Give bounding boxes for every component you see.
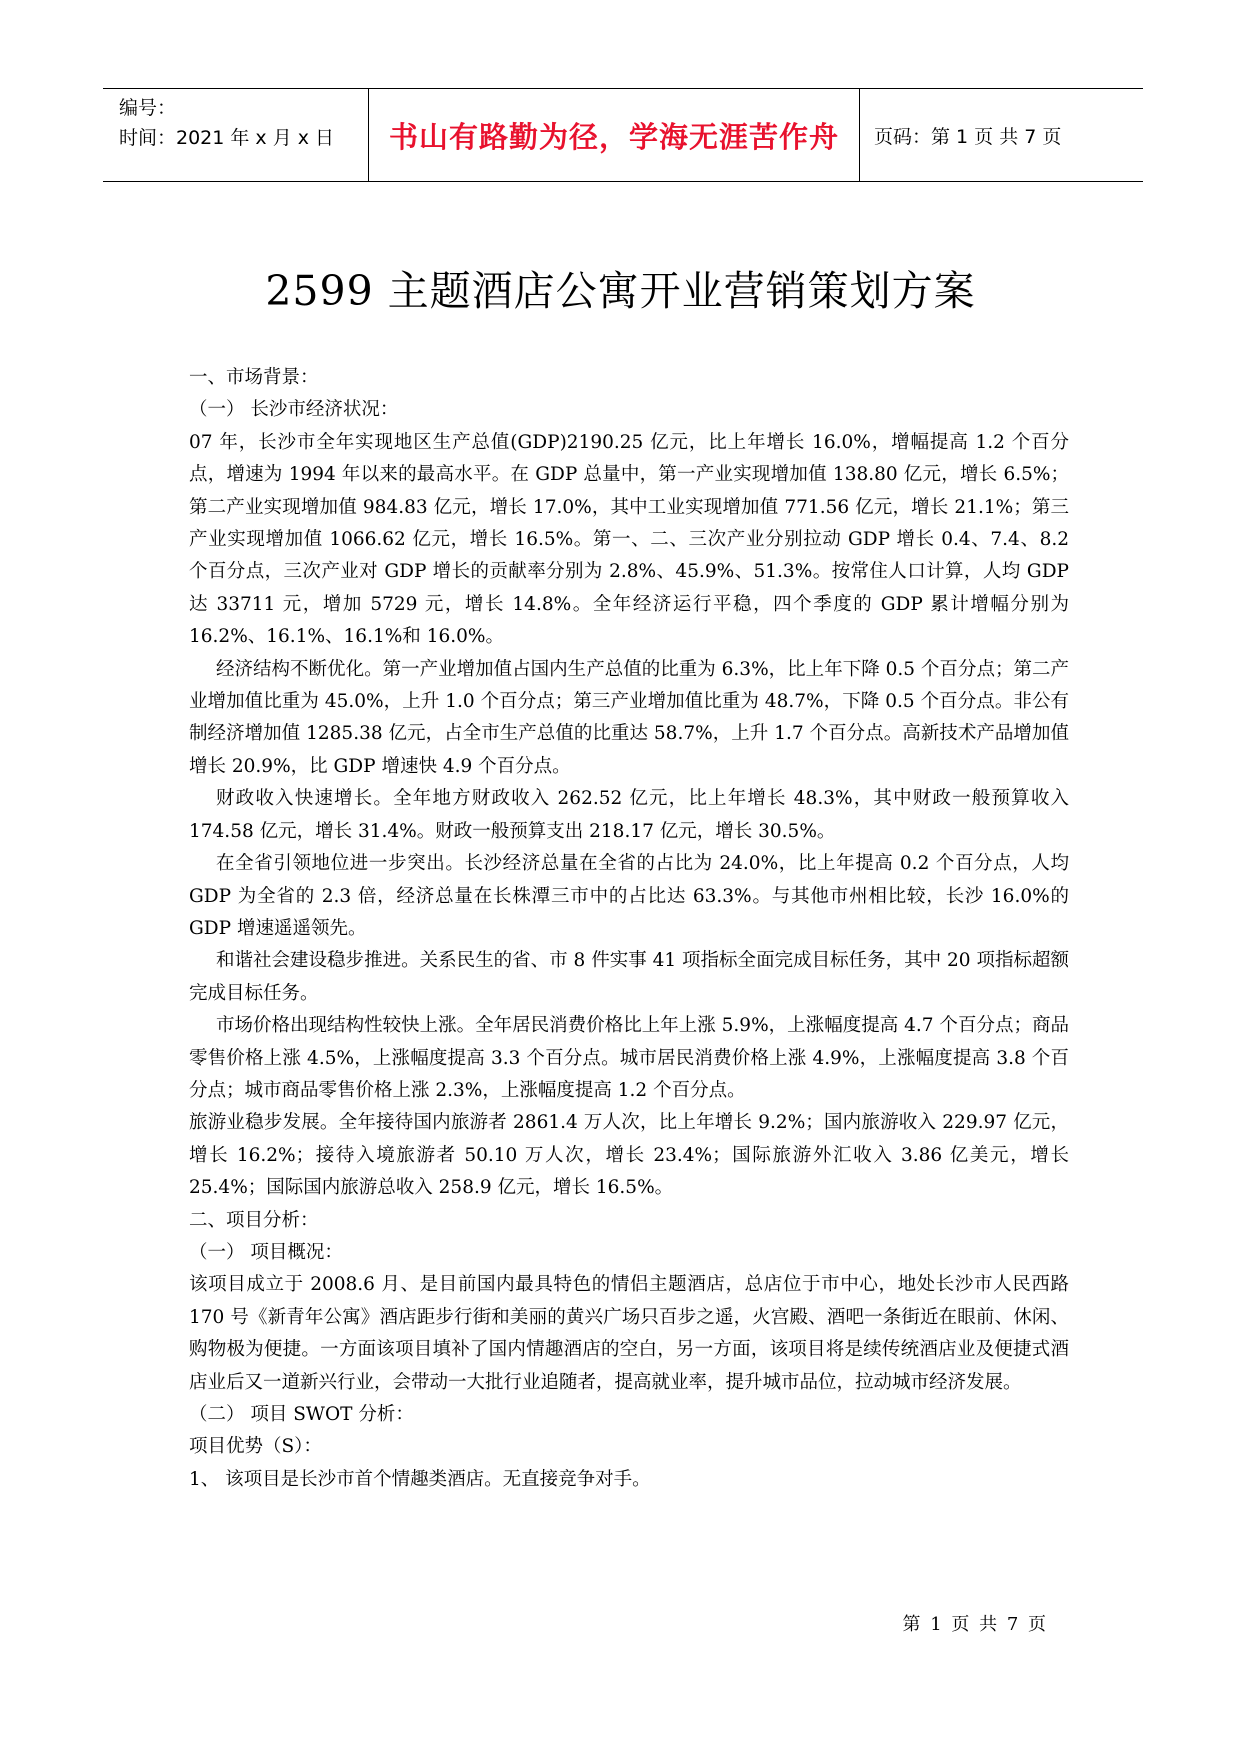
header-page-cell [860,89,1143,181]
paragraph: 和谐社会建设稳步推进。关系民生的省、市 8 件实事 41 项指标全面完成目标任务，其中 20 项指标超额完成目标任务。 [189,950,1069,1004]
subsection-heading: （二） 项目 SWOT 分析： [189,1404,414,1425]
paragraph: 市场价格出现结构性较快上涨。全年居民消费价格比上年上涨 5.9%，上涨幅度提高 4.7 个百分点；商品零售价格上涨 4.5%，上涨幅度提高 3.3 个百分点。城市居民消费价格上涨 4.9%，上涨幅度提高 3.8 个百分点；城市商品零售价格上涨 2.3%，上涨幅度提高 1.2 个百分点。 [189,1015,1069,1101]
paragraph: 07 年，长沙市全年实现地区生产总值(GDP)2190.25 亿元，比上年增长 16.0%，增幅提高 1.2 个百分点，增速为 1994 年以来的最高水平。在 GDP 总量中，第一产业实现增加值 138.80 亿元，增长 6.5%；第二产业实现增加值 984.83 亿元，增长 17.0%，其中工业实现增加值 771.56 亿元，增长 21.1%；第三产业实现增加值 1066.62 亿元，增长 16.5%。第一、二、三次产业分别拉动 GDP 增长 0.4、7.4、8.2 个百分点，三次产业对 GDP 增长的贡献率分别为 2.8%、45.9%、51.3%。按常住人口计算，人均 GDP 达 33711 元，增加 5729 元，增长 14.8%。全年经济运行平稳，四个季度的 GDP 累计增幅分别为 16.2%、16.1%、16.1%和 16.0%。 [189,431,1069,648]
page-footer: 第 1 页 共 7 页 [902,1614,1048,1635]
section-heading: 二、项目分析： [189,1209,319,1231]
subsection-heading: （一） 长沙市经济状况： [189,399,399,421]
subsection-heading: （一） 项目概况： [189,1241,343,1263]
list-heading: 项目优势（S）： [189,1436,322,1458]
paragraph: 财政收入快速增长。全年地方财政收入 262.52 亿元，比上年增长 48.3%，其中财政一般预算收入 174.58 亿元，增长 31.4%。财政一般预算支出 218.17 亿元，增长 30.5%。 [189,788,1069,842]
paragraph: 旅游业稳步发展。全年接待国内旅游者 2861.4 万人次，比上年增长 9.2%；国内旅游收入 229.97 亿元，增长 16.2%；接待入境旅游者 50.10 万人次，增长 23.4%；国际旅游外汇收入 3.86 亿美元，增长 25.4%；国际国内旅游总收入 258.9 亿元，增长 16.5%。 [189,1112,1069,1199]
header-meta [103,89,368,181]
header-table [103,88,1143,182]
page-label: 页码：第 1 页 共 7 页 [874,125,1062,148]
header-motto-cell [368,89,860,181]
document-title: 2599 主题酒店公寓开业营销策划方案 [265,267,976,315]
paragraph: 在全省引领地位进一步突出。长沙经济总量在全省的占比为 24.0%，比上年提高 0.2 个百分点，人均 GDP 为全省的 2.3 倍，经济总量在长株潭三市中的占比达 63.3%。与其他市州相比较，长沙 16.0%的 GDP 增速遥遥领先。 [189,853,1069,939]
motto: 书山有路勤为径，学海无涯苦作舟 [388,119,839,154]
number-label: 编号： [119,97,177,119]
document-body [189,362,1069,1496]
paragraph: 该项目成立于 2008.6 月、是目前国内最具特色的情侣主题酒店，总店位于市中心，地处长沙市人民西路 170 号《新青年公寓》酒店距步行街和美丽的黄兴广场只百步之遥，火宫殿、酒吧一条街近在眼前、休闲、购物极为便捷。一方面该项目填补了国内情趣酒店的空白，另一方面，该项目将是续传统酒店业及便捷式酒店业后又一道新兴行业，会带动一大批行业追随者，提高就业率，提升城市品位，拉动城市经济发展。 [189,1274,1069,1393]
time-label: 时间：2021 年 x 月 x 日 [119,127,335,149]
paragraph: 经济结构不断优化。第一产业增加值占国内生产总值的比重为 6.3%，比上年下降 0.5 个百分点；第二产业增加值比重为 45.0%，上升 1.0 个百分点；第三产业增加值比重为 48.7%，下降 0.5 个百分点。非公有制经济增加值 1285.38 亿元，占全市生产总值的比重达 58.7%，上升 1.7 个百分点。高新技术产品增加值增长 20.9%，比 GDP 增速快 4.9 个百分点。 [189,658,1069,777]
section-heading: 一、市场背景： [189,367,319,388]
list-item: 1、 该项目是长沙市首个情趣类酒店。无直接竞争对手。 [189,1468,651,1490]
